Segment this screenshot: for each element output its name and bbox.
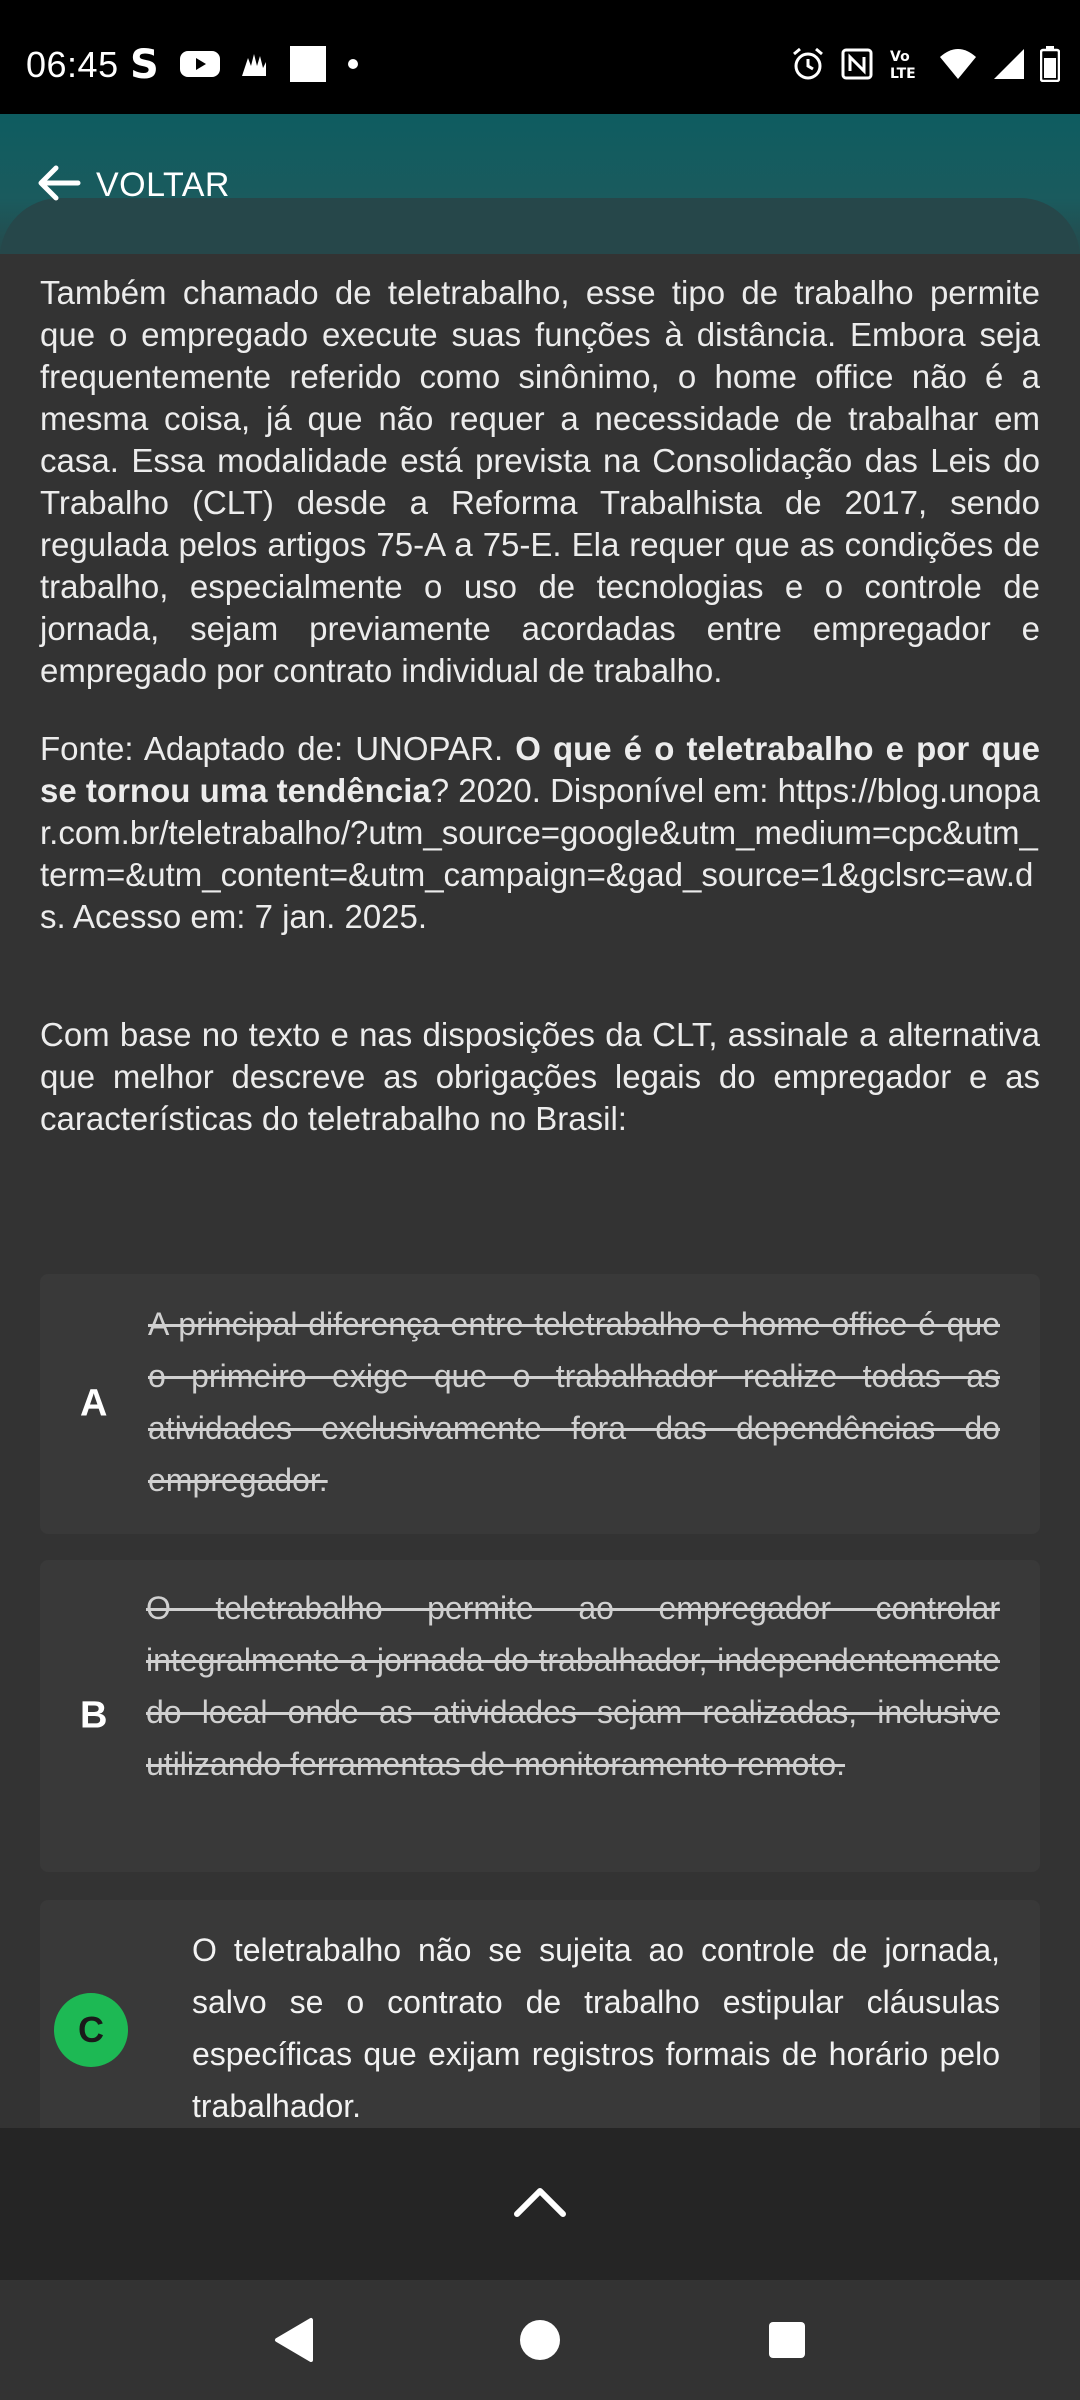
option-letter-badge: C: [54, 1993, 128, 2067]
bottom-bar: [0, 2128, 1080, 2280]
question-paragraph: Também chamado de teletrabalho, esse tipo de trabalho permite que o empregado execute suas funções à distância. Embora seja frequentemente referido como sinônimo, o home office não é a mesma coisa, já que não requer a necessidade de trabalhar em casa. Essa modalidade está prevista na Consolidação das Leis do Trabalho (CLT) desde a Reforma Trabalhista de 2017, sendo regulada pelos artigos 75-A a 75-E. Ela requer que as condições de trabalho, especialmente o uso de tecnologias e o controle de jornada, sejam previamente acordadas entre empregador e empregado por contrato individual de trabalho.: [40, 274, 1040, 689]
battery-icon: [1040, 46, 1060, 82]
arrow-left-icon: [36, 163, 82, 208]
nav-back-icon[interactable]: [253, 2300, 333, 2380]
source-title: O que é o teletrabalho e por que se tornou uma tendência: [40, 730, 1041, 809]
status-bar: [0, 0, 1080, 114]
option-letter: B: [80, 1694, 108, 1737]
svg-text:S: S: [130, 44, 159, 84]
square-notification-icon: [288, 44, 328, 84]
youtube-icon: [180, 49, 220, 79]
signal-icon: [992, 47, 1026, 81]
source-url: https://blog.unopar.com.br/teletrabalho/?utm_source=google&utm_medium=cpc&utm_term=&utm_content=&utm_campaign=&gad_source=1&gclsrc=aw.ds.: [40, 772, 1040, 935]
volte-icon: [888, 46, 924, 82]
question-prompt: Com base no texto e nas disposições da CLT, assinale a alternativa que melhor descreve as obrigações legais do empregador e as características do teletrabalho no Brasil:: [40, 1016, 1040, 1137]
option-b[interactable]: [40, 1560, 1040, 1872]
nav-recents-icon[interactable]: [747, 2300, 827, 2380]
option-c[interactable]: [40, 1900, 1040, 2128]
alarm-icon: [790, 46, 826, 82]
svg-text:LTE: LTE: [890, 66, 916, 82]
status-time: 06:45: [26, 44, 119, 85]
svg-text:Vo: Vo: [890, 49, 910, 65]
option-a[interactable]: [40, 1274, 1040, 1534]
option-text: O teletrabalho permite ao empregador controlar integralmente a jornada do trabalhador, independentemente do local onde as atividades sejam realizadas, inclusive utilizando ferramentas de monitoramento remoto.: [146, 1590, 1000, 1782]
question-content: [0, 254, 1080, 2128]
option-text: A principal diferença entre teletrabalho e home office é que o primeiro exige que o trabalhador realize todas as atividades exclusivamente fora das dependências do empregador.: [148, 1306, 1000, 1498]
hand-wave-icon: [238, 48, 270, 80]
back-label: VOLTAR: [96, 165, 230, 204]
expand-chevron-up-icon[interactable]: [512, 2184, 568, 2225]
system-nav-bar: [0, 2280, 1080, 2400]
back-button[interactable]: [36, 160, 230, 210]
skype-icon: [128, 44, 162, 84]
wifi-icon: [938, 47, 978, 81]
option-text: O teletrabalho não se sujeita ao controle de jornada, salvo se o contrato de trabalho estipular cláusulas específicas que exijam registros formais de horário pelo trabalhador.: [192, 1932, 1000, 2124]
nfc-icon: [840, 47, 874, 81]
source-citation: Fonte: Adaptado de: UNOPAR. O que é o teletrabalho e por que se tornou uma tendência? 2020. Disponível em: https://blog.unopar.com.br/teletrabalho/?utm_source=google&utm_medium=cpc&utm_term=&utm_content=&utm_campaign=&gad_source=1&gclsrc=aw.ds. Acesso em: 7 jan. 2025.: [40, 730, 1041, 935]
dot-icon: [346, 57, 360, 71]
nav-home-icon[interactable]: [500, 2300, 580, 2380]
option-letter: A: [80, 1382, 108, 1425]
